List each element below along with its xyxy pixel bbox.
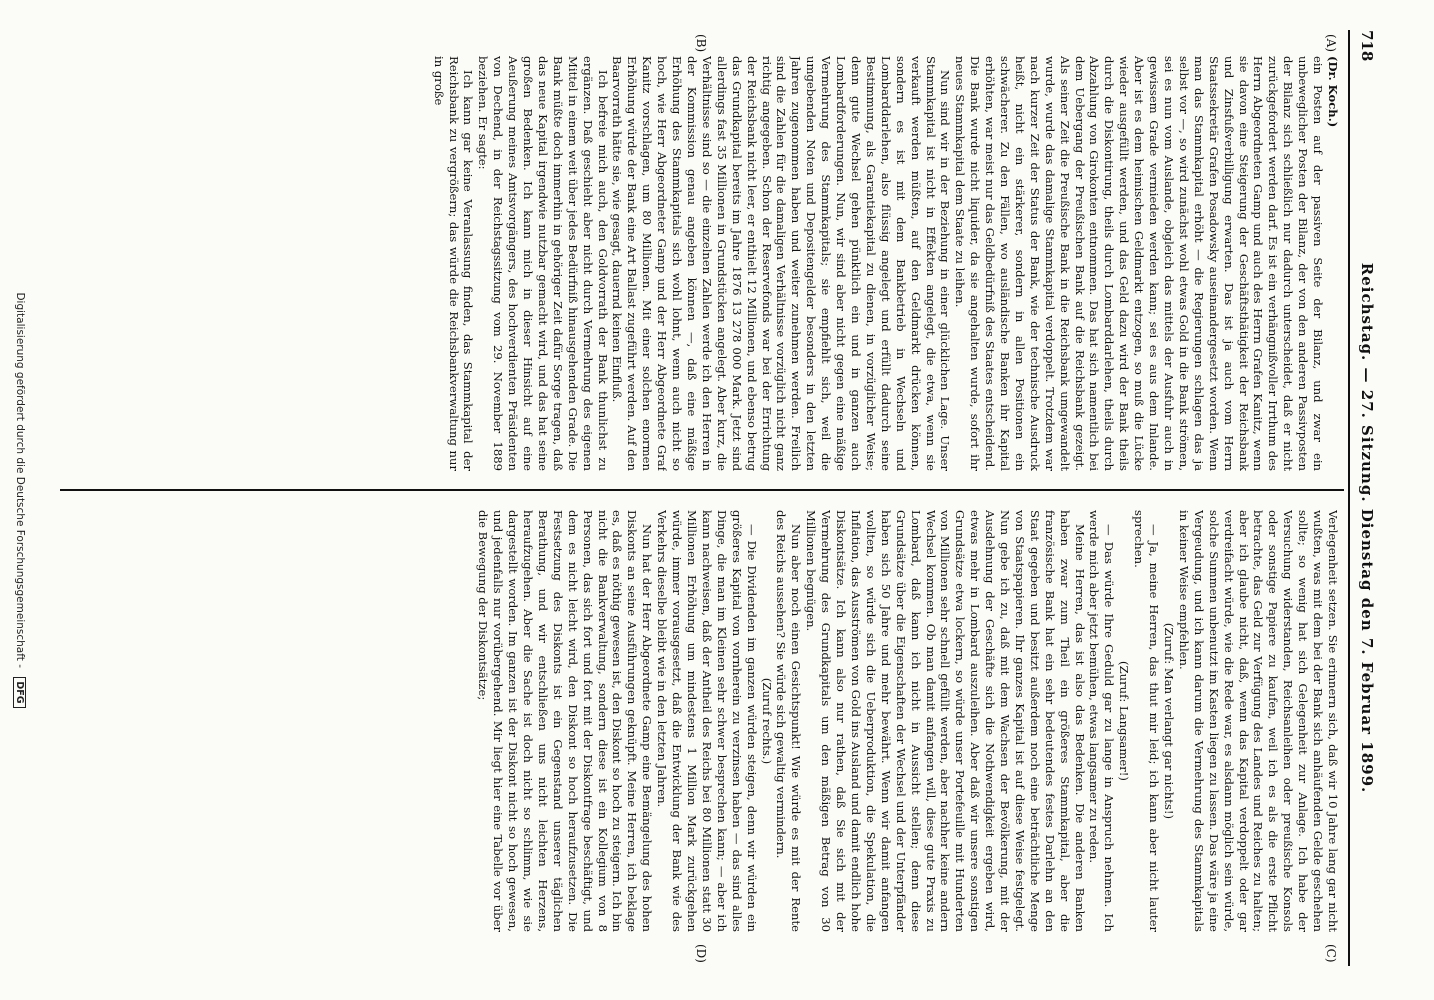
page-header [1348, 30, 1376, 966]
right-column [64, 510, 1340, 932]
paragraph: ein Posten auf der passiven Seite der Bilanz, und zwar ein unbeweglicher Posten der Bilanz, der von den anderen Passivposten der Bilanz sich schließlich nur dadurch unterscheidet, daß er nicht zurückgefordert werden darf. Es ist ein verhängnißvoller Irrthum des Herrn Abgeordneten Gamp und auch des Herrn Grafen Kanitz, wenn sie davon eine Steigerung der Geschäftsthätigkeit der Reichsbank und Zinsfußverbilligung erwarten. Das ist ja auch vom Herrn Staatssekretär Grafen Posadowsky auseinandergesetzt worden. Wenn man das Stammkapital erhöht — die Regierungen schlagen das ja selbst vor —, so wird zunächst wohl etwas Gold in die Bank strömen, sei es nun vom Auslande, obgleich das mittels der Ausfuhr auch in gewissem Grade vermieden werden kann; sei es aus dem Inlande. Aber ist es dem heimischen Geldmarkt entzogen, so muß die Lücke wieder ausgefüllt werden, und das Geld dazu wird der Bank theils durch die Diskontirung, theils durch Lombarddarlehen, theils durch Abzahlung von Girokonten entnommen. Das hat sich namentlich bei dem Uebergang der Preußischen Bank auf die Reichsbank gezeigt. Als seiner Zeit die Preußische Bank in die Reichsbank umgewandelt wurde, wurde das damalige Stammkapital verdoppelt. Trotzdem war nach kurzer Zeit der Status der Bank, wie der technische Ausdruck heißt, nicht ein stärkerer, sondern in allen Positionen ein schwächerer. Zu den Fällen, wo ausländische Banken ihr Kapital erhöhten, war meist nur das Geldbedürfniß des Staates entscheidend. Die Bank wurde nicht liquider, da sie angehalten wurde, sofort ihr neues Stammkapital dem Staate zu leihen. [953, 56, 1326, 471]
paragraph: Ich kann gar keine Veranlassung finden, das Stammkapital der Reichsbank zu vergrößern; das würde die Reichsbankverwaltung nur in große [431, 56, 476, 471]
paragraph: Nun aber noch einen Gesichtspunkt! Wie würde es mit der Rente des Reichs aussehen? Sie würde sich gewaltig vermindern. [774, 510, 804, 932]
speaker-label: (Dr. Koch.) [1326, 56, 1340, 128]
dfg-logo: DFG [13, 677, 26, 707]
margin-marker-d: (D) [694, 944, 708, 963]
interjection: (Zuruf: Man verlangt gar nichts!) [1162, 622, 1177, 820]
paragraph: Nun sind wir in der Beziehung in einer glücklichen Lage. Unser Stammkapital ist nicht in Effekten angelegt, die etwa, wenn sie verkauft werden müßten, auf den Geldmarkt drücken können, sondern es ist mit dem Bankbetrieb in Wechseln und Lombarddarlehen, also flüssig angelegt und erfüllt dadurch seine Bestimmung, als Garantiekapital zu dienen, in vorzüglicher Weise; denn gute Wechsel gehen pünktlich ein und in ganzen auch Lombardforderungen. Nun, wir sind aber nicht gegen eine mäßige Vermehrung des Stammkapitals; sie empfiehlt sich, weil die umgebenden Noten und Depositengelder besonders in den letzten Jahren zugenommen haben und weiter zunehmen werden. Freilich sind die Zahlen für die damaligen Verhältnisse vorzüglich nicht ganz richtig angegeben. Schon der Reservefonds war bei der Errichtung der Reichsbank nicht leer, er enthielt 12 Millionen, und ebenso betrug das Grundkapital bereits im Jahre 1876 13 278 000 Mark. Jetzt sind allerdings fast 35 Millionen in Grundstücken angelegt. Aber kurz, die Verhältnisse sind so — die einzelnen Zahlen werde ich den Herren in der Kommission genau angeben können —, daß eine mäßige Erhöhung des Stammkapitals sich wohl lohnt, wenn auch nicht so hoch, wie Herr Abgeordneter Gamp und der Herr Abgeordnete Graf Kanitz vorschlagen, um 80 Millionen. Mit einer solchen enormen Erhöhung würde der Bank eine Art Ballast zugeführt werden. Auf den Baarvorrath hätte sie, wie gesagt, dauernd keinen Einfluß. [610, 56, 953, 471]
margin-marker-b: (B) [694, 34, 708, 53]
column-divider [60, 489, 1344, 491]
paragraph: Nun hat der Herr Abgeordnete Gamp eine Bemängelung des hohen Diskonts an seine Ausführungen geknüpft. Meine Herren, ich beklage es, daß es nöthig gewesen ist, den Diskont so hoch zu steigern. Ich bin nicht die Bankverwaltung, sondern diese ist ein Kollegium von 8 Personen, das sich fort und fort mit der Diskontfrage beschäftigt, und dem es nicht leicht wird, den Diskont so hoch heraufzusetzen. Die Festsetzung des Diskonts ist ein Gegenstand unserer täglichen Berathung, und wir entschließen uns nicht leichten Herzens, heraufzugehen. Aber die Sache ist doch nicht so schlimm, wie sie dargestellt worden. Im ganzen ist der Diskont nicht so hoch gewesen, und jedenfalls nur vorübergehend. Mir liegt hier eine Tabelle vor über die Bewegung der Diskontsätze; [476, 510, 655, 932]
footer-text: Digitalisierung gefördert durch die Deutsche Forschungsgemeinschaft - [14, 292, 26, 668]
page-title: Reichstag. — 27. Sitzung. Dienstag den 7. Februar 1899. [1358, 262, 1376, 794]
paragraph: Ich befreie mich auch, den Goldvorrath der Bank thunlichst zu ergänzen. Daß geschieht aber nicht durch Vermehrung des eigenen Mittel in einem weit über jedes Bedürfniß hinausgehenden Grade. Die Bank müßte doch immerhin in gehöriger Zeit dafür Sorge tragen, daß das neue Kapital irgendwie nutzbar gemacht wird, und das hat seine großen Bedenken. Ich kann mich in dieser Hinsicht auf eine Aeußerung meines Amtsvorgängers, des hochverdienten Präsidenten von Dechend, in der Reichstagssitzung vom 29. November 1889 beziehen. Er sagte: [476, 56, 610, 471]
paragraph: — Das würde Ihre Geduld gar zu lange in Anspruch nehmen. Ich werde mich aber jetzt bemühen, etwas langsamer zu reden. [1087, 510, 1117, 932]
margin-marker-a: (A) [1324, 34, 1338, 53]
digitization-footer [13, 0, 26, 1000]
paragraph: — Ja, meine Herren, das thut mir leid; ich kann aber nicht lauter sprechen. [1132, 510, 1162, 932]
left-column [64, 56, 1340, 471]
interjection: (Zuruf: Langsamer!) [1117, 661, 1132, 781]
paragraph: — Die Dividenden im ganzen würden steigen, denn wir würden ein größeres Kapital von vornherein zu verzinsen haben — das sind alles Dinge, die man im Kleinen sehr schwer besprechen kann; — aber ich kann nachweisen, daß der Antheil des Reichs bei 80 Millionen statt 30 Millionen Erhöhung um mindestens 1 Million Mark zurückgehen würde, immer vorausgesetzt, daß die Entwicklung der Bank wie des Verkehrs dieselbe bleibt wie in den letzten Jahren. [655, 510, 759, 932]
margin-marker-c: (C) [1324, 944, 1338, 963]
paragraph: Verlegenheit setzen. Sie erinnern sich, daß wir 10 Jahre lang gar nicht wußten, was mit dem bei der Bank sich anhäufenden Gelde geschehen sollte; so wenig hat sich Gelegenheit zur Anlage. Ich habe der Versuchung widerstanden, Reichsanleihen oder preußische Konsols oder sonstige Papiere zu kaufen, weil ich es als die erste Pflicht betrachte, das Geld zur Verfügung des Landes und Reiches zu halten; aber ich glaube nicht, daß, wenn das Kapital verdoppelt oder gar verdreifacht würde, wie die Rede war, es alsdann möglich sein würde, solche Summen unbenutzt im Kasten liegen zu lassen. Das wäre ja eine Vergeudung, und ich kann darum die Vermehrung des Stammkapitals in keiner Weise empfehlen. [1176, 510, 1340, 932]
page-number: 718 [1358, 30, 1376, 62]
paragraph: Meine Herren, das ist also das Bedenken. Die anderen Banken haben zwar zum Theil ein größeres Stammkapital, aber die französische Bank hat ein sehr bedeutendes festes Darlehn an den Staat gegeben und besitzt außerdem noch eine beträchtliche Menge von Staatspapieren. Ihr ganzes Kapital ist auf diese Weise festgelegt. Nun gebe ich zu, daß mit dem Wachsen der Bevölkerung, mit der Ausdehnung der Geschäfte sich die Nothwendigkeit ergeben wird, etwas mehr in Lombard auszuleihen. Aber daß wir unsere sonstigen Grundsätze etwa lockern, so würde unser Portefeuille mit Hunderten von Millionen sehr schnell gefüllt werden, aber nachher keine andern Wechsel kommen. Ob man damit anfangen will, diese gute Praxis zu Lombard, daß kann ich nicht in Aussicht stellen; denn diese Grundsätze über die Eigenschaften der Wechsel und der Unterpfänder haben sich 50 Jahre und mehr bewährt. Wenn wir damit anfangen wollten, so würde sich die Ueberproduktion, die Spekulation, die Inflation, das Ausströmen von Gold ins Ausland und damit endlich hohe Diskontsätze. Ich kann also nur rathen, daß Sie sich mit der Vermehrung des Grundkapitals um den mäßigen Betrag von 30 Millionen begnügen. [804, 510, 1087, 932]
interjection: (Zuruf rechts.) [759, 677, 774, 765]
